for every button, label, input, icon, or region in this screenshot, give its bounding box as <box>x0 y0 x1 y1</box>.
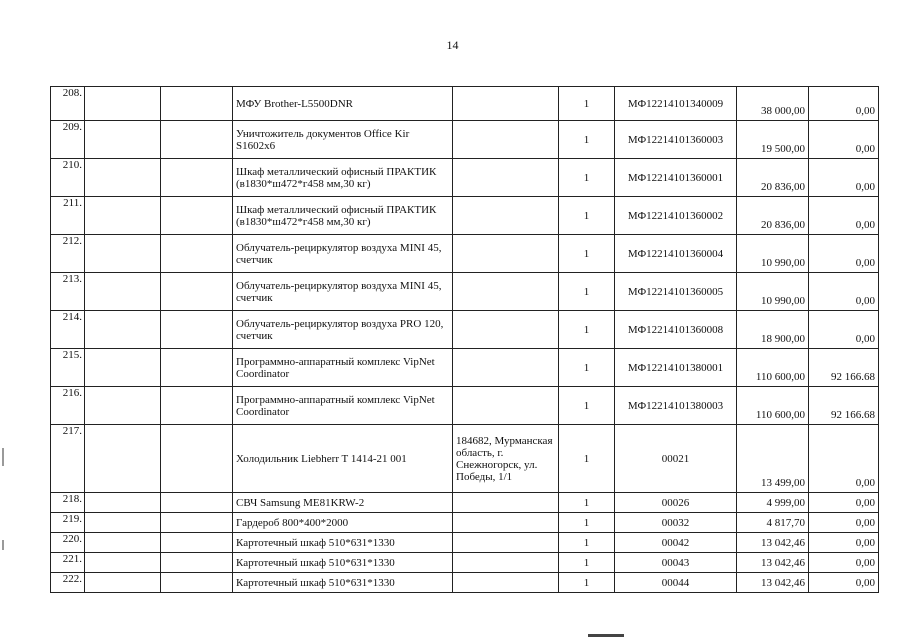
cost-cell: 110 600,00 <box>737 349 809 387</box>
cost-cell: 13 042,46 <box>737 533 809 553</box>
row-number-cell: 213. <box>51 273 85 311</box>
cost-cell: 13 499,00 <box>737 425 809 493</box>
cost-cell: 19 500,00 <box>737 121 809 159</box>
table-row <box>51 387 879 425</box>
residual-value-cell: 0,00 <box>809 273 879 311</box>
cost-cell: 20 836,00 <box>737 197 809 235</box>
cost-cell: 110 600,00 <box>737 387 809 425</box>
residual-value-cell: 0,00 <box>809 553 879 573</box>
empty-cell <box>161 273 233 311</box>
cost-cell: 10 990,00 <box>737 235 809 273</box>
inventory-number-cell: МФ12214101360002 <box>615 197 737 235</box>
residual-value-cell: 0,00 <box>809 121 879 159</box>
item-name-cell: Облучатель-рециркулятор воздуха PRO 120, счетчик <box>233 311 453 349</box>
item-name-cell: Облучатель-рециркулятор воздуха MINI 45, счетчик <box>233 235 453 273</box>
cost-cell: 38 000,00 <box>737 87 809 121</box>
empty-cell <box>161 349 233 387</box>
quantity-cell: 1 <box>559 159 615 197</box>
table-row <box>51 87 879 121</box>
residual-value-cell: 0,00 <box>809 573 879 593</box>
row-number-cell: 218. <box>51 493 85 513</box>
scan-artifact-mark <box>588 634 624 637</box>
row-number-cell: 220. <box>51 533 85 553</box>
address-cell <box>453 573 559 593</box>
cost-cell: 4 817,70 <box>737 513 809 533</box>
residual-value-cell: 92 166.68 <box>809 349 879 387</box>
empty-cell <box>85 533 161 553</box>
quantity-cell: 1 <box>559 387 615 425</box>
empty-cell <box>161 311 233 349</box>
address-cell <box>453 159 559 197</box>
empty-cell <box>85 493 161 513</box>
empty-cell <box>161 159 233 197</box>
empty-cell <box>161 573 233 593</box>
row-number-cell: 212. <box>51 235 85 273</box>
quantity-cell: 1 <box>559 311 615 349</box>
quantity-cell: 1 <box>559 493 615 513</box>
row-number-cell: 214. <box>51 311 85 349</box>
inventory-number-cell: МФ12214101360001 <box>615 159 737 197</box>
item-name-cell: Картотечный шкаф 510*631*1330 <box>233 553 453 573</box>
residual-value-cell: 0,00 <box>809 533 879 553</box>
address-cell <box>453 273 559 311</box>
empty-cell <box>161 493 233 513</box>
inventory-number-cell: МФ12214101360005 <box>615 273 737 311</box>
inventory-number-cell: 00021 <box>615 425 737 493</box>
table-row <box>51 311 879 349</box>
table-row <box>51 493 879 513</box>
empty-cell <box>161 387 233 425</box>
cost-cell: 13 042,46 <box>737 573 809 593</box>
quantity-cell: 1 <box>559 513 615 533</box>
inventory-number-cell: 00042 <box>615 533 737 553</box>
row-number-cell: 219. <box>51 513 85 533</box>
cost-cell: 13 042,46 <box>737 553 809 573</box>
inventory-number-cell: МФ12214101380003 <box>615 387 737 425</box>
empty-cell <box>85 121 161 159</box>
item-name-cell: Шкаф металлический офисный ПРАКТИК (в1830*ш472*г458 мм,30 кг) <box>233 197 453 235</box>
cost-cell: 20 836,00 <box>737 159 809 197</box>
table-row <box>51 235 879 273</box>
quantity-cell: 1 <box>559 87 615 121</box>
empty-cell <box>85 513 161 533</box>
inventory-number-cell: МФ12214101360004 <box>615 235 737 273</box>
quantity-cell: 1 <box>559 273 615 311</box>
inventory-number-cell: 00026 <box>615 493 737 513</box>
residual-value-cell: 0,00 <box>809 197 879 235</box>
table-row <box>51 273 879 311</box>
empty-cell <box>85 235 161 273</box>
row-number-cell: 210. <box>51 159 85 197</box>
empty-cell <box>161 197 233 235</box>
empty-cell <box>161 425 233 493</box>
row-number-cell: 216. <box>51 387 85 425</box>
residual-value-cell: 0,00 <box>809 425 879 493</box>
inventory-number-cell: 00044 <box>615 573 737 593</box>
empty-cell <box>85 425 161 493</box>
empty-cell <box>161 553 233 573</box>
row-number-cell: 222. <box>51 573 85 593</box>
table-row <box>51 121 879 159</box>
residual-value-cell: 0,00 <box>809 159 879 197</box>
table-row <box>51 425 879 493</box>
item-name-cell: Уничтожитель документов Office Kir S1602x6 <box>233 121 453 159</box>
address-cell <box>453 87 559 121</box>
empty-cell <box>85 573 161 593</box>
table-body <box>51 87 879 593</box>
empty-cell <box>161 121 233 159</box>
inventory-number-cell: 00032 <box>615 513 737 533</box>
address-cell: 184682, Мурманская область, г. Снежногорск, ул. Победы, 1/1 <box>453 425 559 493</box>
table-row <box>51 197 879 235</box>
empty-cell <box>85 311 161 349</box>
quantity-cell: 1 <box>559 553 615 573</box>
item-name-cell: Гардероб 800*400*2000 <box>233 513 453 533</box>
address-cell <box>453 513 559 533</box>
table-row <box>51 573 879 593</box>
item-name-cell: МФУ Brother-L5500DNR <box>233 87 453 121</box>
quantity-cell: 1 <box>559 121 615 159</box>
row-number-cell: 217. <box>51 425 85 493</box>
residual-value-cell: 0,00 <box>809 87 879 121</box>
empty-cell <box>85 349 161 387</box>
residual-value-cell: 92 166.68 <box>809 387 879 425</box>
table-row <box>51 513 879 533</box>
item-name-cell: Облучатель-рециркулятор воздуха MINI 45, счетчик <box>233 273 453 311</box>
quantity-cell: 1 <box>559 349 615 387</box>
empty-cell <box>85 159 161 197</box>
address-cell <box>453 493 559 513</box>
empty-cell <box>161 235 233 273</box>
inventory-number-cell: МФ12214101360003 <box>615 121 737 159</box>
page-number: 14 <box>446 38 459 52</box>
residual-value-cell: 0,00 <box>809 513 879 533</box>
table-row <box>51 349 879 387</box>
residual-value-cell: 0,00 <box>809 235 879 273</box>
empty-cell <box>161 513 233 533</box>
address-cell <box>453 553 559 573</box>
empty-cell <box>85 197 161 235</box>
empty-cell <box>161 87 233 121</box>
inventory-table <box>50 86 879 593</box>
quantity-cell: 1 <box>559 197 615 235</box>
empty-cell <box>85 553 161 573</box>
row-number-cell: 221. <box>51 553 85 573</box>
scan-artifact-mark <box>2 540 4 550</box>
address-cell <box>453 235 559 273</box>
empty-cell <box>161 533 233 553</box>
address-cell <box>453 311 559 349</box>
table-row <box>51 159 879 197</box>
item-name-cell: Шкаф металлический офисный ПРАКТИК (в1830*ш472*г458 мм,30 кг) <box>233 159 453 197</box>
address-cell <box>453 121 559 159</box>
empty-cell <box>85 87 161 121</box>
item-name-cell: Картотечный шкаф 510*631*1330 <box>233 573 453 593</box>
cost-cell: 10 990,00 <box>737 273 809 311</box>
empty-cell <box>85 273 161 311</box>
row-number-cell: 208. <box>51 87 85 121</box>
row-number-cell: 215. <box>51 349 85 387</box>
item-name-cell: СВЧ Samsung ME81KRW-2 <box>233 493 453 513</box>
cost-cell: 18 900,00 <box>737 311 809 349</box>
item-name-cell: Программно-аппаратный комплекс VipNet Coordinator <box>233 387 453 425</box>
quantity-cell: 1 <box>559 235 615 273</box>
inventory-number-cell: 00043 <box>615 553 737 573</box>
address-cell <box>453 387 559 425</box>
row-number-cell: 209. <box>51 121 85 159</box>
cost-cell: 4 999,00 <box>737 493 809 513</box>
quantity-cell: 1 <box>559 425 615 493</box>
residual-value-cell: 0,00 <box>809 493 879 513</box>
quantity-cell: 1 <box>559 573 615 593</box>
item-name-cell: Программно-аппаратный комплекс VipNet Coordinator <box>233 349 453 387</box>
address-cell <box>453 197 559 235</box>
row-number-cell: 211. <box>51 197 85 235</box>
inventory-number-cell: МФ12214101340009 <box>615 87 737 121</box>
item-name-cell: Картотечный шкаф 510*631*1330 <box>233 533 453 553</box>
item-name-cell: Холодильник Liebherr T 1414-21 001 <box>233 425 453 493</box>
residual-value-cell: 0,00 <box>809 311 879 349</box>
inventory-number-cell: МФ12214101380001 <box>615 349 737 387</box>
empty-cell <box>85 387 161 425</box>
address-cell <box>453 533 559 553</box>
address-cell <box>453 349 559 387</box>
inventory-number-cell: МФ12214101360008 <box>615 311 737 349</box>
table-row <box>51 553 879 573</box>
quantity-cell: 1 <box>559 533 615 553</box>
table-row <box>51 533 879 553</box>
scan-artifact-mark <box>2 448 4 466</box>
